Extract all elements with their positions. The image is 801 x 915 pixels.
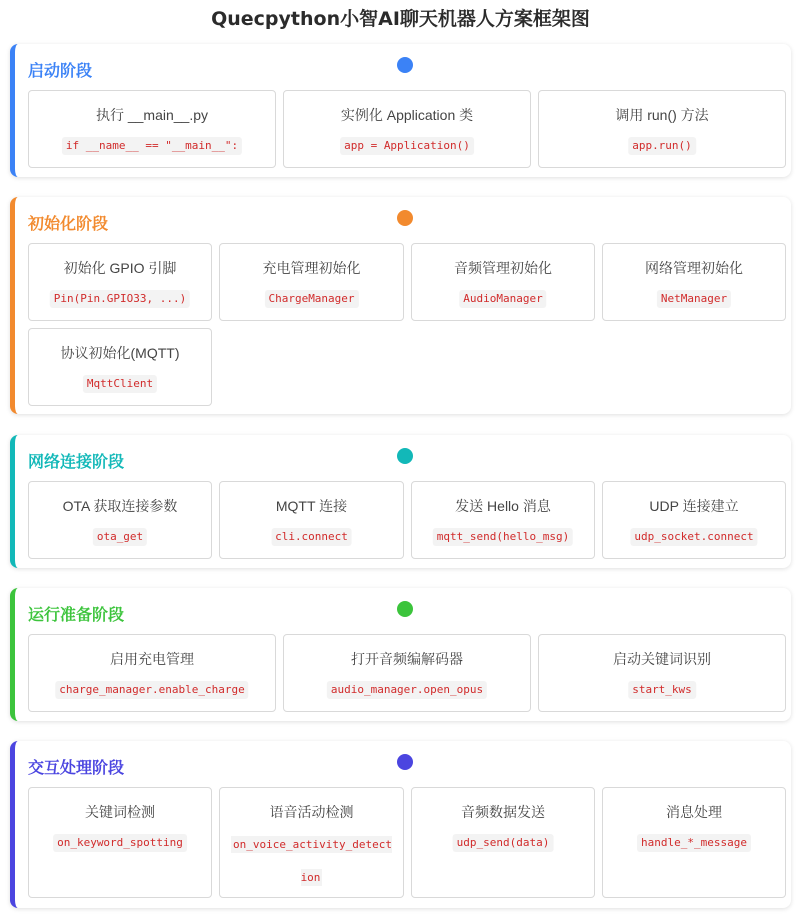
stage-title: 初始化阶段	[28, 214, 109, 233]
step-label: 协议初始化(MQTT)	[60, 345, 180, 361]
stage-dot-icon	[397, 448, 413, 464]
step-code: ChargeManager	[264, 290, 358, 308]
stage-dot-icon	[397, 57, 413, 73]
step-label: 启动关键词识别	[613, 651, 711, 667]
stage-initialization	[10, 197, 791, 414]
step-code: if __name__ == "__main__":	[62, 137, 242, 155]
stage-title: 交互处理阶段	[28, 758, 125, 777]
step-code: udp_send(data)	[453, 834, 554, 852]
step-box	[538, 634, 786, 712]
step-code: app.run()	[628, 137, 696, 155]
step-code: cli.connect	[271, 528, 352, 546]
step-label: 音频管理初始化	[454, 260, 552, 276]
step-code: app = Application()	[340, 137, 474, 155]
stage-network	[10, 435, 791, 568]
step-label: 关键词检测	[85, 804, 155, 820]
step-code: start_kws	[628, 681, 696, 699]
step-label: 执行 __main__.py	[95, 107, 209, 123]
step-box	[219, 481, 404, 559]
step-code: AudioManager	[459, 290, 546, 308]
step-code: NetManager	[657, 290, 731, 308]
step-label: 音频数据发送	[461, 804, 545, 820]
step-code: Pin(Pin.GPIO33, ...)	[50, 290, 190, 308]
step-label: 语音活动检测	[269, 804, 354, 820]
step-label: 消息处理	[666, 804, 722, 820]
stage-title: 运行准备阶段	[28, 605, 125, 624]
step-label: 启用充电管理	[110, 651, 194, 667]
step-box	[28, 243, 212, 321]
step-box	[28, 90, 276, 168]
stage-dot-icon	[397, 210, 413, 226]
step-label: 发送 Hello 消息	[455, 498, 551, 514]
step-box	[602, 481, 786, 559]
step-label: UDP 连接建立	[649, 498, 739, 514]
step-box	[28, 634, 276, 712]
step-code-text: on_voice_activity_detection	[233, 838, 392, 884]
step-box	[602, 787, 786, 898]
stage-dot-icon	[397, 754, 413, 770]
step-code	[227, 828, 397, 894]
step-box	[411, 243, 595, 321]
stage-dot-icon	[397, 601, 413, 617]
step-code: mqtt_send(hello_msg)	[433, 528, 573, 546]
step-box	[28, 787, 212, 898]
step-label: 调用 run() 方法	[615, 107, 709, 123]
stage-startup	[10, 44, 791, 177]
step-box	[219, 243, 404, 321]
page-title: Quecpython小智AI聊天机器人方案框架图	[211, 8, 590, 30]
stage-run-prep	[10, 588, 791, 721]
step-box	[28, 328, 212, 406]
stage-title: 启动阶段	[28, 61, 93, 80]
step-box	[538, 90, 786, 168]
step-box	[283, 634, 531, 712]
step-code: handle_*_message	[637, 834, 751, 852]
step-label: 网络管理初始化	[645, 260, 743, 276]
step-box	[411, 787, 595, 898]
step-code: ota_get	[93, 528, 147, 546]
step-box	[411, 481, 595, 559]
step-label: 充电管理初始化	[262, 260, 361, 276]
step-box	[602, 243, 786, 321]
step-box	[283, 90, 531, 168]
step-code: on_keyword_spotting	[53, 834, 187, 852]
step-label: OTA 获取连接参数	[62, 498, 178, 514]
step-box	[219, 787, 404, 898]
step-box	[28, 481, 212, 559]
step-label: 打开音频编解码器	[351, 651, 463, 667]
step-code: audio_manager.open_opus	[327, 681, 487, 699]
stage-interaction	[10, 741, 791, 908]
step-code: charge_manager.enable_charge	[55, 681, 248, 699]
step-label: 初始化 GPIO 引脚	[63, 260, 177, 276]
step-code: MqttClient	[83, 375, 157, 393]
step-code: udp_socket.connect	[630, 528, 757, 546]
step-label: 实例化 Application 类	[340, 107, 474, 123]
step-label: MQTT 连接	[275, 498, 348, 514]
stage-title: 网络连接阶段	[28, 452, 125, 471]
